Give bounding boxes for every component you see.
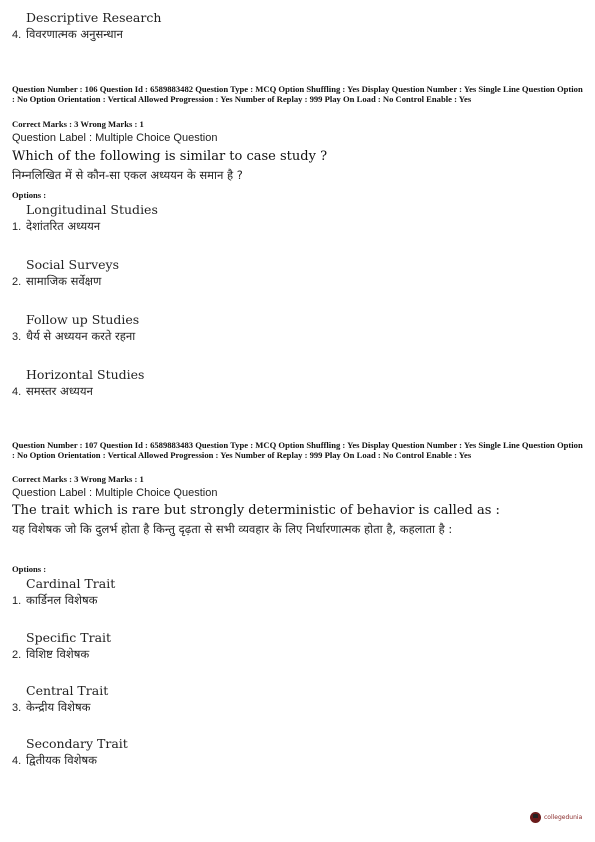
option-number: 4. bbox=[12, 386, 22, 398]
option-text-en: Central Trait bbox=[26, 683, 109, 698]
option-text-hi: विवरणात्मक अनुसन्धान bbox=[26, 27, 123, 41]
option-number: 3. bbox=[12, 331, 22, 343]
options-label: Options : bbox=[12, 564, 47, 574]
option-text-en: Cardinal Trait bbox=[26, 576, 116, 591]
option-item bbox=[12, 630, 572, 662]
option-number: 2. bbox=[12, 649, 22, 661]
option-number: 4. bbox=[12, 755, 22, 767]
option-number: 3. bbox=[12, 702, 22, 714]
question-text-hi: निम्नलिखित में से कौन-सा एकल अध्ययन के समान है ? bbox=[12, 168, 243, 182]
option-text-en: Descriptive Research bbox=[26, 10, 162, 25]
option-text-hi: द्वितीयक विशेषक bbox=[26, 753, 97, 767]
question-marks: Correct Marks : 3 Wrong Marks : 1 bbox=[12, 119, 144, 129]
option-number: 1. bbox=[12, 595, 22, 607]
option-item bbox=[12, 683, 572, 715]
question-text-hi: यह विशेषक जो कि दुलर्भ होता है किन्तु दृढ़ता से सभी व्यवहार के लिए निर्धारणात्मक होता है, कहलाता है : bbox=[12, 522, 453, 536]
option-number: 4. bbox=[12, 29, 22, 41]
option-text-en: Specific Trait bbox=[26, 630, 112, 645]
option-text-hi: विशिष्ट विशेषक bbox=[26, 647, 90, 661]
option-text-hi: देशांतरित अध्ययन bbox=[26, 219, 101, 233]
option-text-en: Social Surveys bbox=[26, 257, 120, 272]
option-item bbox=[12, 367, 572, 399]
question-marks: Correct Marks : 3 Wrong Marks : 1 bbox=[12, 474, 144, 484]
option-text-en: Horizontal Studies bbox=[26, 367, 145, 382]
question-label: Question Label : Multiple Choice Question bbox=[12, 132, 218, 144]
graduate-cap-icon bbox=[530, 812, 541, 823]
option-item bbox=[12, 576, 572, 608]
option-item bbox=[12, 312, 572, 344]
option-text-hi: समस्तर अध्ययन bbox=[26, 384, 93, 398]
question-text-en: The trait which is rare but strongly deterministic of behavior is called as : bbox=[12, 503, 500, 518]
prev-option bbox=[12, 10, 572, 42]
option-text-en: Secondary Trait bbox=[26, 736, 128, 751]
option-text-hi: सामाजिक सर्वेक्षण bbox=[26, 274, 102, 288]
option-number: 2. bbox=[12, 276, 22, 288]
option-number: 1. bbox=[12, 221, 22, 233]
question-text-en: Which of the following is similar to case study ? bbox=[12, 149, 328, 164]
logo-text: collegedunia bbox=[544, 814, 583, 821]
option-text-hi: धैर्य से अध्ययन करते रहना bbox=[26, 329, 136, 343]
question-meta: Question Number : 107 Question Id : 6589883483 Question Type : MCQ Option Shuffling : Yes Display Question Number : Yes Single Line Question Option : No Option Orientation : Vertical Allowed Progression : Yes Number of Replay : 999 Play On Load : No Control Enable : Yes bbox=[12, 440, 583, 460]
options-label: Options : bbox=[12, 190, 47, 200]
question-meta: Question Number : 106 Question Id : 6589883482 Question Type : MCQ Option Shuffling : Yes Display Question Number : Yes Single Line Question Option : No Option Orientation : Vertical Allowed Progression : Yes Number of Replay : 999 Play On Load : No Control Enable : Yes bbox=[12, 84, 583, 104]
option-text-hi: केन्द्रीय विशेषक bbox=[26, 700, 91, 714]
option-item bbox=[12, 736, 572, 768]
option-text-hi: कार्डिनल विशेषक bbox=[26, 593, 98, 607]
option-item bbox=[12, 202, 572, 234]
option-text-en: Follow up Studies bbox=[26, 312, 140, 327]
question-label: Question Label : Multiple Choice Question bbox=[12, 487, 218, 499]
collegedunia-logo bbox=[530, 812, 582, 823]
option-item bbox=[12, 257, 572, 289]
option-text-en: Longitudinal Studies bbox=[26, 202, 158, 217]
